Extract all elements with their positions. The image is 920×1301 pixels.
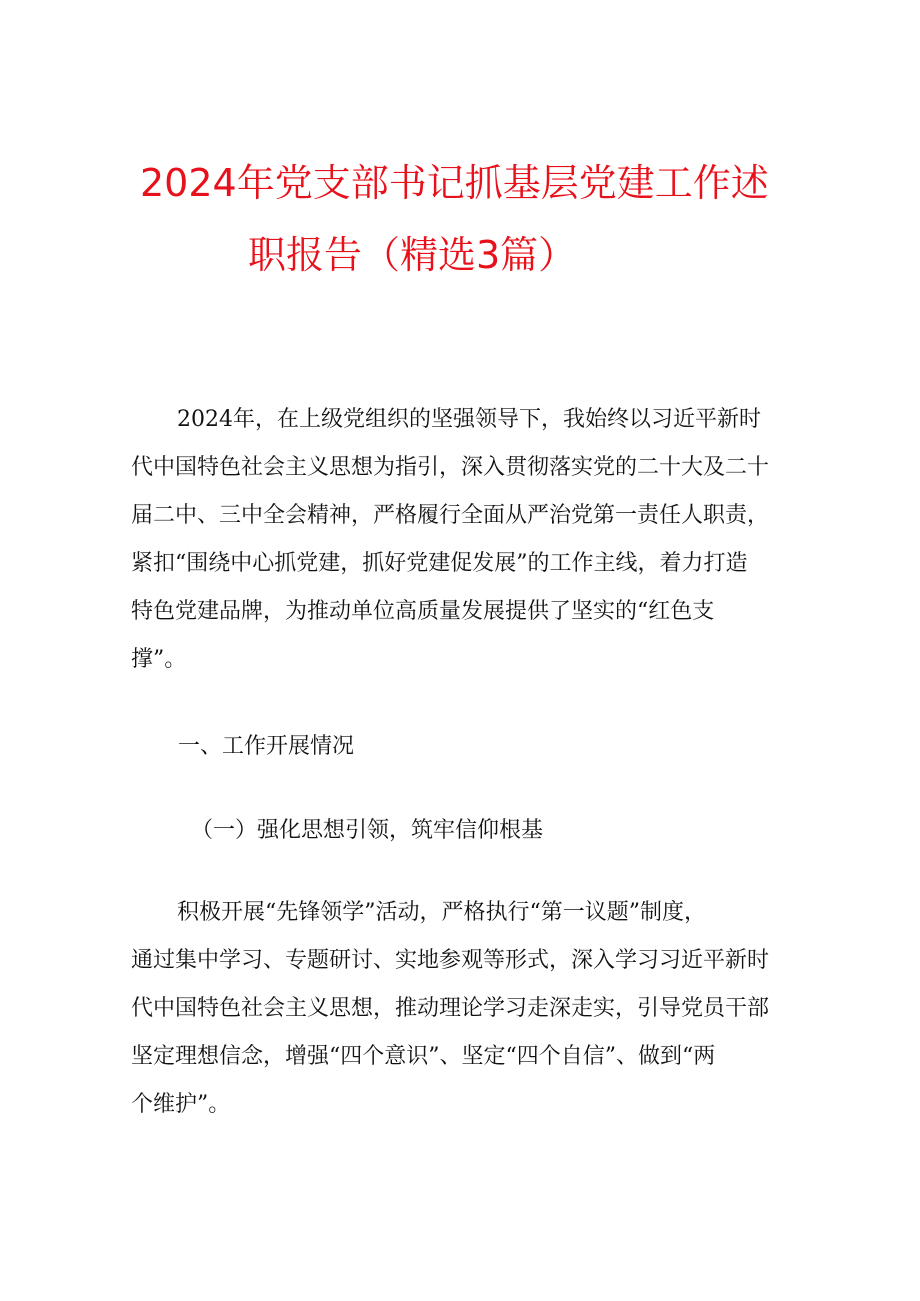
body-line-3: 代中国特色社会主义思想，推动理论学习走深走实，引导党员干部: [131, 996, 770, 1021]
intro-paragraph: [131, 396, 795, 684]
body-line-1: 积极开展“先锋领学”活动，严格执行“第一议题”制度，: [177, 900, 706, 925]
intro-line-6: 撑”。: [131, 647, 187, 672]
intro-line-5: 特色党建品牌，为推动单位高质量发展提供了坚实的“红色支: [131, 599, 715, 624]
document-title-line-2: 职报告（精选3篇）: [248, 233, 577, 277]
body-line-5: 个维护”。: [131, 1092, 231, 1117]
intro-line-4: 紧扣“围绕中心抓党建，抓好党建促发展”的工作主线，着力打造: [131, 551, 748, 576]
body-line-2: 通过集中学习、专题研讨、实地参观等形式，深入学习习近平新时: [131, 948, 770, 973]
intro-line-1: 2024年，在上级党组织的坚强领导下，我始终以习近平新时: [177, 407, 761, 432]
section-heading: 一、工作开展情况: [178, 734, 355, 759]
intro-line-2: 代中国特色社会主义思想为指引，深入贯彻落实党的二十大及二十: [131, 455, 770, 480]
body-line-4: 坚定理想信念，增强“四个意识”、坚定“四个自信”、做到“两: [131, 1044, 716, 1069]
subsection-heading: （一）强化思想引领，筑牢信仰根基: [191, 818, 544, 843]
intro-line-3: 届二中、三中全会精神，严格履行全面从严治党第一责任人职责，: [131, 503, 770, 528]
document-title-line-1: 2024年党支部书记抓基层党建工作述: [140, 161, 769, 205]
body-paragraph: [131, 889, 795, 1129]
